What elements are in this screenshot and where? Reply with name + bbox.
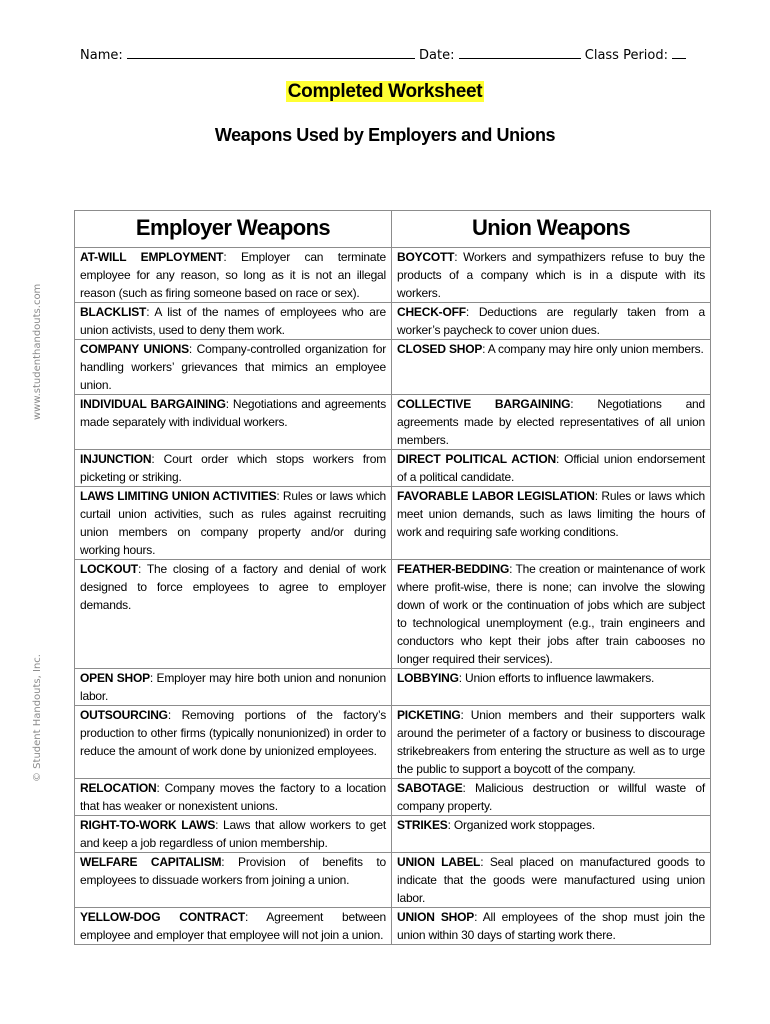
union-weapon-definition: : Organized work stoppages.	[447, 818, 595, 832]
union-weapon-cell	[392, 779, 711, 816]
employer-weapon-definition: : Provision of benefits to employees to dissuade workers from joining a union.	[80, 855, 386, 887]
table-row	[75, 395, 711, 450]
employer-weapon-cell	[75, 560, 392, 669]
table-row	[75, 816, 711, 853]
employer-weapon-term: RELOCATION	[80, 781, 157, 795]
union-weapon-cell	[392, 816, 711, 853]
employer-weapon-term: RIGHT-TO-WORK LAWS	[80, 818, 216, 832]
employer-weapon-definition: : Company moves the factory to a location that has weaker or nonexistent unions.	[80, 781, 386, 813]
union-weapon-definition: : A company may hire only union members.	[482, 342, 704, 356]
table-row	[75, 853, 711, 908]
employer-weapon-definition: : Rules or laws which curtail union activities, such as rules against recruiting union members on company property and/or during working hours.	[80, 489, 386, 557]
employer-weapon-definition: : The closing of a factory and denial of work designed to force employees to agree to employer demands.	[80, 562, 386, 612]
table-row	[75, 340, 711, 395]
employer-weapon-term: COMPANY UNIONS	[80, 342, 189, 356]
date-field[interactable]	[459, 46, 581, 59]
name-field[interactable]	[127, 46, 415, 59]
employer-weapon-cell	[75, 487, 392, 560]
table-row	[75, 706, 711, 779]
union-weapon-definition: : All employees of the shop must join the union within 30 days of starting work there.	[397, 910, 705, 942]
worksheet-title: Completed Worksheet	[287, 81, 483, 102]
employer-weapon-cell	[75, 303, 392, 340]
union-weapon-term: BOYCOTT	[397, 250, 455, 264]
employer-weapon-definition: : Employer can terminate employee for any reason, so long as it is not an illegal reason (such as firing someone based on race or sex).	[80, 250, 386, 300]
employer-weapon-cell	[75, 340, 392, 395]
employer-weapon-cell	[75, 395, 392, 450]
table-row	[75, 908, 711, 945]
employer-weapon-definition: : Company-controlled organization for handling workers’ grievances that mimics an employee union.	[80, 342, 386, 392]
employer-weapon-definition: : Agreement between employee and employer that employee will not join a union.	[80, 910, 386, 942]
class-period-field[interactable]	[672, 46, 686, 59]
union-weapon-term: UNION SHOP	[397, 910, 475, 924]
employer-weapon-definition: : Laws that allow workers to get and keep a job regardless of union membership.	[80, 818, 386, 850]
union-weapon-definition: : Rules or laws which meet union demands, such as laws limiting the hours of work and requiring safe working conditions.	[397, 489, 705, 539]
employer-weapon-cell	[75, 450, 392, 487]
union-weapon-term: FAVORABLE LABOR LEGISLATION	[397, 489, 595, 503]
date-label: Date:	[419, 48, 455, 63]
employer-weapon-term: LAWS LIMITING UNION ACTIVITIES	[80, 489, 277, 503]
copyright-side-text: © Student Handouts, Inc.	[32, 654, 43, 782]
employer-weapon-definition: : Removing portions of the factory’s production to other firms (typically nonunionized) in order to reduce the amount of work done by unionized employees.	[80, 708, 386, 758]
employer-weapon-term: YELLOW-DOG CONTRACT	[80, 910, 245, 924]
union-weapon-term: STRIKES	[397, 818, 448, 832]
union-weapon-definition: : Malicious destruction or willful waste of company property.	[397, 781, 705, 813]
union-weapon-cell	[392, 487, 711, 560]
website-side-text: www.studenthandouts.com	[32, 283, 43, 420]
table-row	[75, 669, 711, 706]
table-header-row	[75, 211, 711, 248]
employer-weapon-cell	[75, 779, 392, 816]
employer-weapon-cell	[75, 908, 392, 945]
union-weapon-term: LOBBYING	[397, 671, 459, 685]
union-weapon-term: SABOTAGE	[397, 781, 463, 795]
employer-weapon-cell	[75, 853, 392, 908]
union-weapon-definition: : The creation or maintenance of work where profit-wise, there is none; can involve the slowing down of work or the continuation of jobs which are subject to technological unemployment (e.g., train engineers and conductors who kept their jobs after train cabooses no longer required their services).	[397, 562, 705, 666]
union-weapon-cell	[392, 706, 711, 779]
table-row	[75, 248, 711, 303]
employer-weapons-header: Employer Weapons	[75, 211, 392, 248]
table-row	[75, 560, 711, 669]
union-weapon-term: CLOSED SHOP	[397, 342, 483, 356]
union-weapon-cell	[392, 669, 711, 706]
union-weapon-term: FEATHER-BEDDING	[397, 562, 510, 576]
union-weapon-term: UNION LABEL	[397, 855, 481, 869]
union-weapon-cell	[392, 450, 711, 487]
employer-weapon-term: AT-WILL EMPLOYMENT	[80, 250, 224, 264]
employer-weapon-term: LOCKOUT	[80, 562, 138, 576]
employer-weapon-term: BLACKLIST	[80, 305, 147, 319]
weapons-table	[74, 210, 711, 945]
union-weapon-cell	[392, 395, 711, 450]
union-weapon-cell	[392, 908, 711, 945]
student-info-line	[80, 46, 720, 63]
union-weapon-definition: : Negotiations and agreements made by elected representatives of all union members.	[397, 397, 705, 447]
employer-weapon-cell	[75, 248, 392, 303]
union-weapon-cell	[392, 853, 711, 908]
employer-weapon-definition: : Employer may hire both union and nonunion labor.	[80, 671, 386, 703]
union-weapons-header: Union Weapons	[392, 211, 711, 248]
union-weapon-cell	[392, 340, 711, 395]
employer-weapon-term: INJUNCTION	[80, 452, 152, 466]
union-weapon-term: CHECK-OFF	[397, 305, 466, 319]
name-label: Name:	[80, 48, 123, 63]
employer-weapon-definition: : Negotiations and agreements made separately with individual workers.	[80, 397, 386, 429]
union-weapon-definition: : Seal placed on manufactured goods to indicate that the goods were manufactured using union labor.	[397, 855, 706, 905]
union-weapon-definition: : Union efforts to influence lawmakers.	[458, 671, 655, 685]
table-row	[75, 303, 711, 340]
union-weapon-definition: : Official union endorsement of a political candidate.	[397, 452, 705, 484]
union-weapon-cell	[392, 560, 711, 669]
worksheet-subtitle: Weapons Used by Employers and Unions	[214, 125, 556, 145]
table-row	[75, 487, 711, 560]
employer-weapon-cell	[75, 816, 392, 853]
employer-weapon-cell	[75, 669, 392, 706]
union-weapon-cell	[392, 303, 711, 340]
union-weapon-definition: : Deductions are regularly taken from a worker’s paycheck to cover union dues.	[397, 305, 705, 337]
employer-weapon-term: OPEN SHOP	[80, 671, 150, 685]
union-weapon-cell	[392, 248, 711, 303]
union-weapon-term: COLLECTIVE BARGAINING	[397, 397, 571, 411]
union-weapon-definition: : Union members and their supporters walk around the perimeter of a factory or business to discourage strikebreakers from entering the structure as well as to urge the public to support a boycott of the company.	[397, 708, 705, 776]
employer-weapon-term: WELFARE CAPITALISM	[80, 855, 222, 869]
employer-weapon-definition: : A list of the names of employees who are union activists, used to deny them work.	[80, 305, 386, 337]
employer-weapon-term: OUTSOURCING	[80, 708, 168, 722]
union-weapon-definition: : Workers and sympathizers refuse to buy the products of a company which is in a dispute with its workers.	[397, 250, 705, 300]
employer-weapon-cell	[75, 706, 392, 779]
table-row	[75, 779, 711, 816]
table-row	[75, 450, 711, 487]
union-weapon-term: PICKETING	[397, 708, 461, 722]
union-weapon-term: DIRECT POLITICAL ACTION	[397, 452, 556, 466]
employer-weapon-term: INDIVIDUAL BARGAINING	[80, 397, 226, 411]
class-period-label: Class Period:	[584, 48, 668, 63]
employer-weapon-definition: : Court order which stops workers from picketing or striking.	[80, 452, 386, 484]
